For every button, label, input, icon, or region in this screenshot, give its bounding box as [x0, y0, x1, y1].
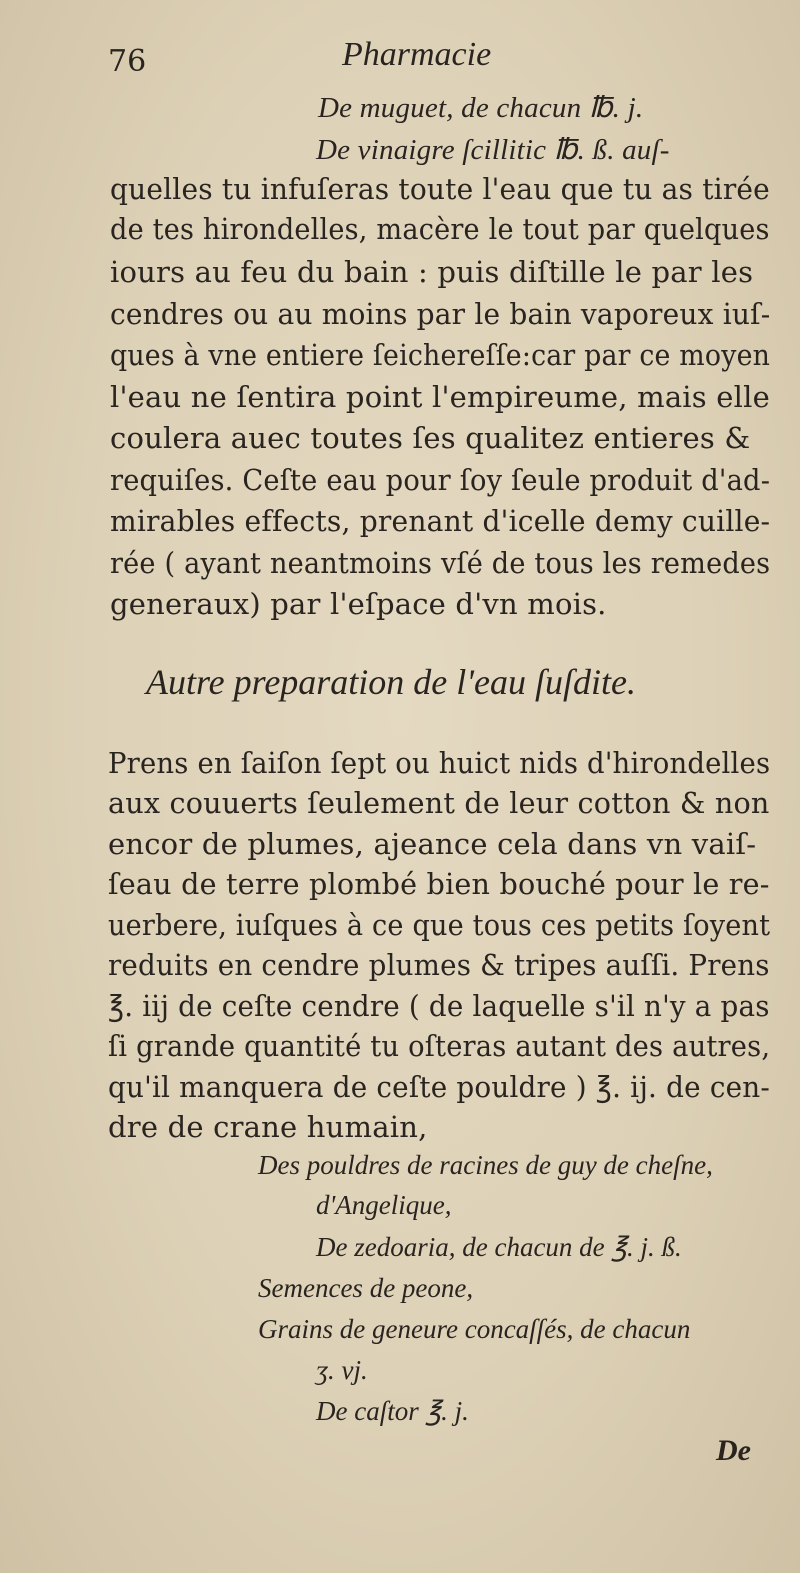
text-line: encor de plumes, ajeance cela dans vn vaiſ- [108, 827, 757, 861]
text-line: De muguet, de chacun ℔. j. [318, 92, 644, 124]
text-line: dre de crane humain, [108, 1110, 428, 1144]
recipe-line: De zedoaria, de chacun de ℥. j. ß. [316, 1232, 682, 1262]
recipe-line: Grains de geneure concaſſés, de chacun [258, 1314, 691, 1344]
recipe-line: De caſtor ℥. j. [316, 1396, 469, 1426]
text-line [316, 132, 670, 167]
text-line: requiſes. Ceſte eau pour ſoy ſeule produit d'ad- [110, 463, 771, 497]
text-line: Prens en ſaiſon ſept ou huict nids d'hirondelles [108, 746, 771, 780]
page-number: 76 [108, 44, 147, 79]
recipe-line: ʒ. vj. [316, 1355, 368, 1385]
text-line: de tes hirondelles, macère le tout par quelques [110, 212, 770, 246]
text-line: quelles tu infuſeras toute l'eau que tu as tirée [110, 172, 770, 206]
section-title: Autre preparation de l'eau ſuſdite. [146, 662, 636, 702]
text-line: uerbere, iuſques à ce que tous ces petits ſoyent [108, 908, 771, 942]
text-line: ſi grande quantité tu oſteras autant des autres, [108, 1029, 771, 1063]
text-line: rée ( ayant neantmoins vſé de tous les remedes [110, 546, 771, 580]
text-line: generaux) par l'eſpace d'vn mois. [110, 587, 607, 621]
text-line: ſeau de terre plombé bien bouché pour le re- [108, 867, 770, 901]
text-line: cendres ou au moins par le bain vaporeux iuſ- [110, 297, 771, 331]
recipe-line: Semences de peone, [258, 1273, 474, 1303]
text-line: ℥. iij de ceſte cendre ( de laquelle s'il n'y a pas [108, 989, 770, 1023]
text-line: qu'il manquera de ceſte pouldre ) ℥. ij. de cen- [108, 1070, 770, 1104]
text-line: ques à vne entiere ſeichereſſe:car par ce moyen [110, 338, 771, 372]
running-title: Pharmacie [342, 36, 492, 73]
text-line: l'eau ne ſentira point l'empireume, mais elle [110, 380, 770, 414]
text-line: reduits en cendre plumes & tripes auſſi. Prens [108, 948, 770, 982]
text-line: aux couuerts ſeulement de leur cotton & non [108, 786, 770, 820]
text-line: coulera auec toutes ſes qualitez entieres & [110, 421, 751, 455]
text-line: iours au feu du bain : puis diſtille le par les [110, 255, 754, 289]
text-line: mirables effects, prenant d'icelle demy cuille- [110, 504, 771, 538]
text-fragment: De vinaigre ſcillitic ℔. ß. auſ- [316, 134, 670, 166]
catchword: De [716, 1434, 751, 1467]
recipe-line: d'Angelique, [316, 1190, 452, 1220]
recipe-line: Des pouldres de racines de guy de cheſne, [258, 1150, 713, 1180]
